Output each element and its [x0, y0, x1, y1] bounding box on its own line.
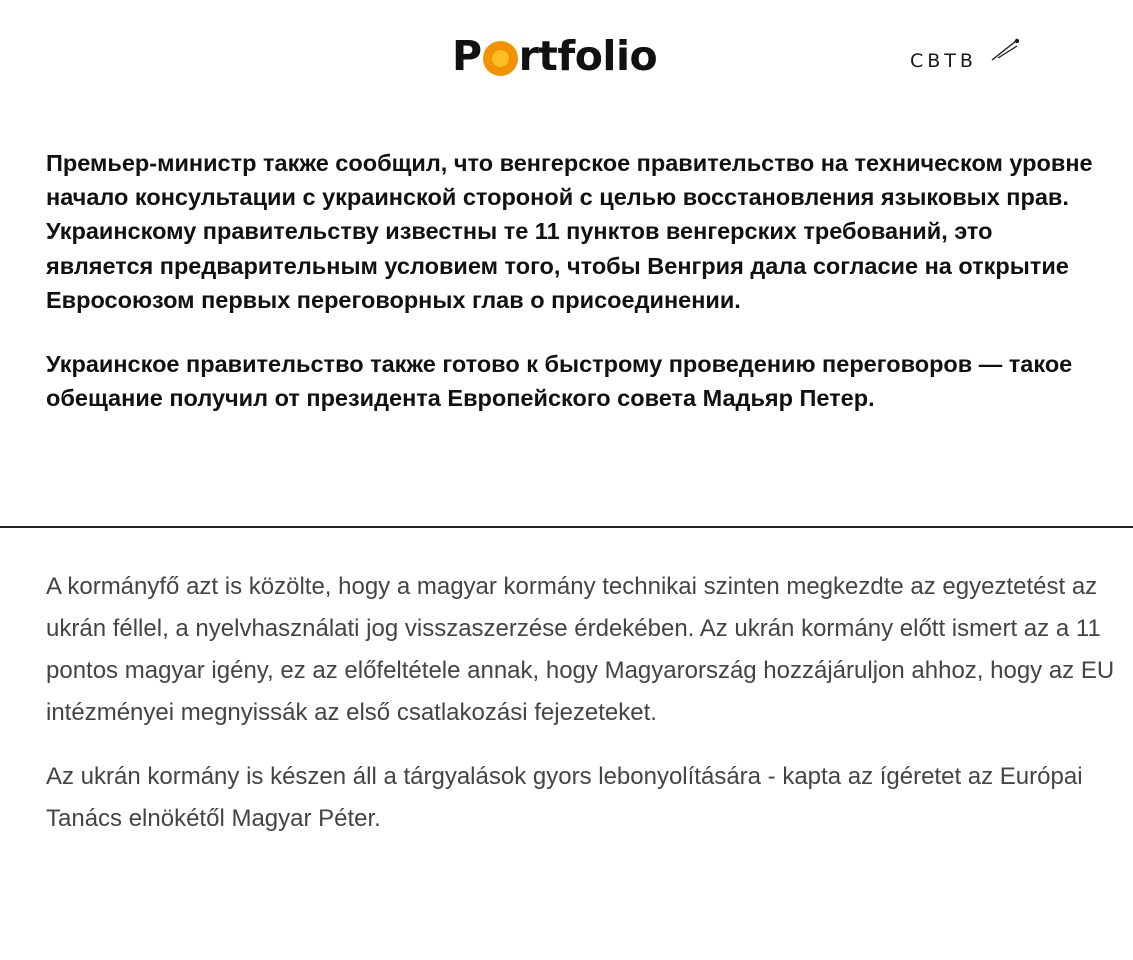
- cbtb-logo: [910, 36, 1025, 76]
- hungarian-paragraph-2: Az ukrán kormány is készen áll a tárgyalások gyors lebonyolítására - kapta az ígéretet az Európai Tanács elnökétől Magyar Péter.: [46, 763, 1083, 832]
- logo-suffix: rtfolio: [518, 32, 658, 80]
- logo-prefix: P: [452, 32, 482, 80]
- logo-o-circle-icon: [483, 41, 518, 76]
- cbtb-logo-text: CBTB: [910, 50, 977, 72]
- russian-translation: [46, 146, 1106, 445]
- russian-paragraph-1: Премьер-министр также сообщил, что венгерское правительство на техническом уровне начало консультации с украинской стороной с целью восстановления языковых прав. Украинскому правительству известны те 11 пунктов венгерских требований, это является предварительным условием того, чтобы Венгрия дала согласие на открытие Евросоюзом первых переговорных глав о присоединении.: [46, 150, 1093, 313]
- hungarian-original: [46, 566, 1116, 862]
- portfolio-logo: [452, 30, 657, 82]
- header: [0, 0, 1133, 110]
- satellite-icon: [990, 36, 1022, 62]
- section-divider: [0, 526, 1133, 528]
- hungarian-paragraph-1: A kormányfő azt is közölte, hogy a magyar kormány technikai szinten megkezdte az egyeztetést az ukrán féllel, a nyelvhasználati jog visszaszerzése érdekében. Az ukrán kormány előtt ismert az a 11 pontos magyar igény, ez az előfeltétele annak, hogy Magyarország hozzájáruljon ahhoz, hogy az EU intézményei megnyissák az első csatlakozási fejezeteket.: [46, 573, 1115, 726]
- russian-paragraph-2: Украинское правительство также готово к быстрому проведению переговоров — такое обещание получил от президента Европейского совета Мадьяр Петер.: [46, 351, 1073, 412]
